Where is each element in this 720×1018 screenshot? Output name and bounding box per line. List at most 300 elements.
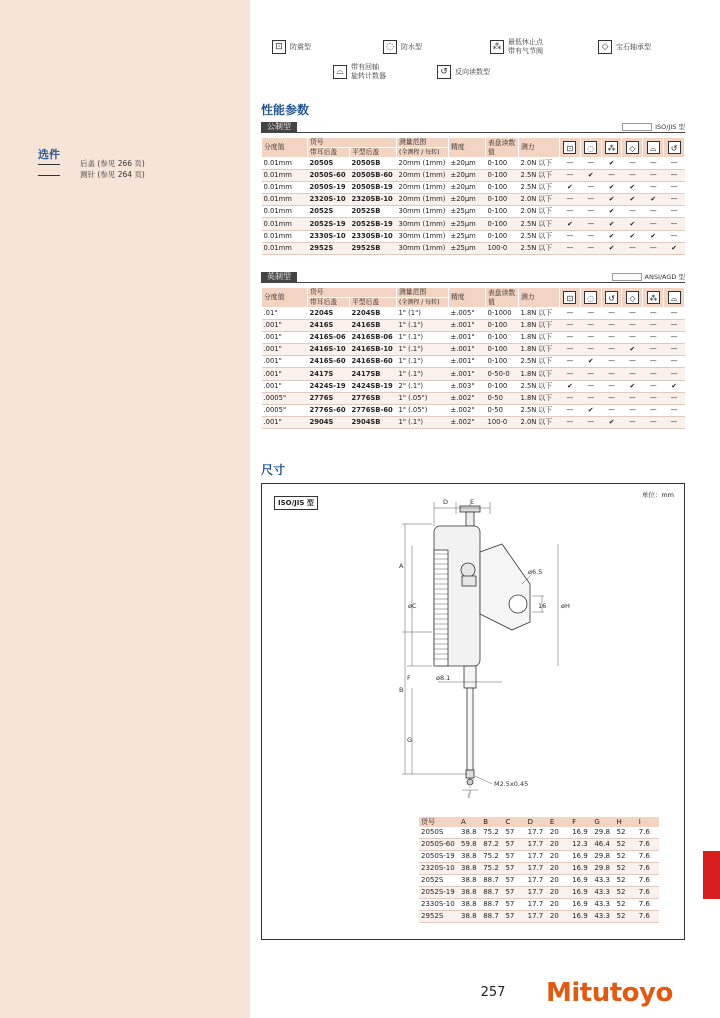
table-cell: — — [664, 404, 685, 416]
table-cell: ✔ — [622, 344, 643, 356]
table-cell: ✔ — [560, 380, 581, 392]
table-cell: 75.2 — [481, 827, 503, 839]
legend-jewel-bearing: ◇ 宝石轴承型 — [598, 40, 651, 54]
table-cell: ±.001" — [449, 332, 486, 344]
table-cell: 7.6 — [637, 851, 659, 863]
table-cell: — — [664, 332, 685, 344]
table-cell: ✔ — [580, 404, 601, 416]
table-cell: 2776SB-60 — [350, 404, 397, 416]
option-stylus: 测针 (参见 264 页) — [38, 169, 145, 180]
rest-point-icon: ⁂ — [490, 40, 504, 54]
table-row — [262, 404, 685, 416]
table-cell: 52 — [615, 887, 637, 899]
revolution-counter-icon: ⌓ — [668, 291, 681, 304]
metric-subhead — [261, 122, 685, 132]
table-cell: 1" (.1") — [397, 344, 449, 356]
reverse-reading-icon: ↺ — [605, 291, 618, 304]
table-cell: — — [580, 332, 601, 344]
table-cell: — — [560, 206, 581, 218]
table-cell: 38.8 — [459, 899, 481, 911]
table-row — [262, 392, 685, 404]
table-cell: 16.9 — [570, 911, 592, 923]
table-cell: ✔ — [580, 356, 601, 368]
table-cell: 0-100 — [486, 332, 519, 344]
legend-shockproof: ⊡ 防震型 — [272, 40, 311, 54]
table-cell: ±20μm — [449, 158, 486, 170]
table-cell: ±.001" — [449, 320, 486, 332]
table-cell: 20 — [548, 839, 570, 851]
dim-thread-label: M2.5x0.45 — [494, 780, 529, 788]
table-cell: — — [580, 392, 601, 404]
table-cell: — — [664, 320, 685, 332]
table-cell: 43.3 — [592, 911, 614, 923]
dims-header-cell: A — [459, 817, 481, 827]
table-cell: 38.8 — [459, 827, 481, 839]
table-cell: 2204SB — [350, 308, 397, 320]
table-cell: — — [643, 218, 664, 230]
col-graduation: 分度值 — [262, 288, 308, 308]
table-cell: ±25μm — [449, 242, 486, 254]
table-cell: 52 — [615, 899, 637, 911]
col-range: 测量范围 — [397, 288, 449, 298]
table-cell: — — [560, 308, 581, 320]
table-row — [262, 344, 685, 356]
col-range-note: (全测程 / 每转) — [397, 148, 449, 158]
table-cell: .0005" — [262, 392, 308, 404]
table-cell: — — [601, 332, 622, 344]
table-row — [262, 308, 685, 320]
table-row — [419, 887, 659, 899]
table-cell: — — [664, 416, 685, 428]
table-cell: 2204S — [308, 308, 350, 320]
table-cell: — — [560, 158, 581, 170]
table-row — [262, 230, 685, 242]
table-cell: — — [601, 404, 622, 416]
table-cell: 7.6 — [637, 863, 659, 875]
table-cell: 17.7 — [526, 899, 548, 911]
table-cell: — — [643, 308, 664, 320]
table-row — [262, 170, 685, 182]
table-cell: 57 — [503, 863, 525, 875]
table-cell: .001" — [262, 332, 308, 344]
drawing-standard-tag: ISO/JIS 型 — [274, 496, 318, 510]
dimensions-title: 尺寸 — [261, 463, 286, 477]
table-cell: — — [664, 392, 685, 404]
table-cell: 2052S — [419, 875, 459, 887]
table-cell: 57 — [503, 851, 525, 863]
table-row — [262, 242, 685, 254]
dim-c-label: øC — [408, 602, 417, 610]
table-cell: 16.9 — [570, 827, 592, 839]
table-cell: 0.01mm — [262, 158, 308, 170]
table-cell: — — [664, 206, 685, 218]
table-row — [419, 875, 659, 887]
table-cell: — — [643, 320, 664, 332]
table-cell: 2952S — [308, 242, 350, 254]
table-cell: — — [601, 380, 622, 392]
dims-header-cell: G — [592, 817, 614, 827]
table-cell: 2.0N 以下 — [519, 158, 560, 170]
table-cell: — — [601, 356, 622, 368]
table-cell: — — [622, 416, 643, 428]
table-row — [262, 416, 685, 428]
table-cell: — — [560, 332, 581, 344]
table-cell: — — [601, 392, 622, 404]
table-cell: 2.0N 以下 — [519, 194, 560, 206]
table-cell: ±.001" — [449, 356, 486, 368]
table-cell: — — [622, 308, 643, 320]
table-cell: 0.01mm — [262, 230, 308, 242]
table-cell: ✔ — [580, 170, 601, 182]
table-cell: 20mm (1mm) — [397, 194, 449, 206]
table-cell: 1" (.1") — [397, 368, 449, 380]
table-cell: 0-50 — [486, 392, 519, 404]
table-cell: — — [560, 170, 581, 182]
table-cell: ✔ — [622, 218, 643, 230]
waterproof-icon: ◌ — [383, 40, 397, 54]
dim-w16-label: 16 — [538, 602, 547, 610]
table-cell: 2.5N 以下 — [519, 230, 560, 242]
table-row — [262, 206, 685, 218]
dims-header-cell: 货号 — [419, 817, 459, 827]
table-cell: 20 — [548, 827, 570, 839]
metric-standard: ISO/JIS 型 — [622, 122, 685, 131]
table-cell: ✔ — [601, 194, 622, 206]
table-cell: 2416SB — [350, 320, 397, 332]
col-dial-reading: 表盘读数值 — [486, 288, 519, 308]
table-cell: 7.6 — [637, 827, 659, 839]
table-cell: 29.8 — [592, 827, 614, 839]
table-cell: — — [560, 416, 581, 428]
table-cell: ±.003" — [449, 380, 486, 392]
table-cell: 0-100 — [486, 320, 519, 332]
table-cell: 1.8N 以下 — [519, 320, 560, 332]
table-cell: 38.8 — [459, 911, 481, 923]
table-cell: 2320SB-10 — [350, 194, 397, 206]
table-cell: — — [664, 368, 685, 380]
table-cell: — — [643, 392, 664, 404]
col-order-no: 货号 — [308, 138, 397, 148]
table-cell: ±25μm — [449, 230, 486, 242]
table-cell: 2050SB-60 — [350, 170, 397, 182]
table-cell: 1" (.05") — [397, 392, 449, 404]
table-row — [419, 911, 659, 923]
table-cell: 2416S-60 — [308, 356, 350, 368]
table-cell: 2424S-19 — [308, 380, 350, 392]
table-cell: — — [643, 404, 664, 416]
table-cell: 57 — [503, 827, 525, 839]
table-cell: — — [664, 158, 685, 170]
table-cell: 2952SB — [350, 242, 397, 254]
table-cell: 2776S — [308, 392, 350, 404]
metric-label: 公制型 — [261, 122, 297, 132]
table-cell: 20 — [548, 875, 570, 887]
table-cell: 2416S — [308, 320, 350, 332]
table-row — [262, 356, 685, 368]
table-cell: 57 — [503, 875, 525, 887]
dimensions-table — [419, 817, 659, 923]
table-cell: ±20μm — [449, 170, 486, 182]
table-cell: ✔ — [601, 158, 622, 170]
table-row — [262, 218, 685, 230]
legend-waterproof: ◌ 防水型 — [383, 40, 422, 54]
table-cell: — — [622, 320, 643, 332]
table-cell: 2320S-10 — [419, 863, 459, 875]
table-cell: — — [580, 308, 601, 320]
table-cell: 1" (.1") — [397, 416, 449, 428]
table-cell: ✔ — [622, 194, 643, 206]
table-cell: 7.6 — [637, 887, 659, 899]
dim-f-label: F — [407, 674, 411, 682]
table-cell: ±.002" — [449, 416, 486, 428]
table-row — [262, 194, 685, 206]
table-cell: 100-0 — [486, 242, 519, 254]
jewel-bearing-icon: ◇ — [626, 291, 639, 304]
col-order-no: 货号 — [308, 288, 397, 298]
table-cell: 2952S — [419, 911, 459, 923]
dims-header-cell: D — [526, 817, 548, 827]
table-cell: 43.3 — [592, 899, 614, 911]
section-tab-marker — [703, 851, 720, 899]
table-cell: ✔ — [601, 206, 622, 218]
indicator-drawing — [262, 484, 684, 814]
table-row — [262, 182, 685, 194]
col-lug-back: 带耳后盖 — [308, 298, 350, 308]
col-lug-back: 带耳后盖 — [308, 148, 350, 158]
table-cell: 2050SB — [350, 158, 397, 170]
table-cell: — — [664, 230, 685, 242]
reverse-reading-icon: ↺ — [668, 141, 681, 154]
dim-e-label: E — [470, 498, 475, 506]
metric-spec-table — [261, 137, 685, 255]
table-cell: 0.01mm — [262, 170, 308, 182]
col-range: 测量范围 — [397, 138, 449, 148]
table-cell: — — [643, 368, 664, 380]
table-cell: 88.7 — [481, 887, 503, 899]
legend-revolution-counter: ⌓ 带有回轴 旋转计数器 — [333, 63, 386, 81]
table-cell: ✔ — [601, 416, 622, 428]
table-cell: 30mm (1mm) — [397, 230, 449, 242]
col-accuracy: 精度 — [449, 288, 486, 308]
table-cell: — — [664, 344, 685, 356]
inch-subhead — [261, 272, 685, 282]
table-cell: ✔ — [560, 182, 581, 194]
table-cell: 2776S-60 — [308, 404, 350, 416]
table-cell: 2.5N 以下 — [519, 356, 560, 368]
table-cell: 38.8 — [459, 887, 481, 899]
table-cell: ✔ — [664, 380, 685, 392]
table-cell: 0-100 — [486, 194, 519, 206]
table-cell: 2.5N 以下 — [519, 170, 560, 182]
table-cell: — — [664, 170, 685, 182]
dim-d-label: D — [443, 498, 449, 506]
table-cell: 87.2 — [481, 839, 503, 851]
table-cell: 0-100 — [486, 170, 519, 182]
rest-point-icon: ⁂ — [647, 291, 660, 304]
dims-header-cell: F — [570, 817, 592, 827]
revolution-counter-icon: ⌓ — [333, 65, 347, 79]
table-row — [419, 851, 659, 863]
table-cell: 2776SB — [350, 392, 397, 404]
table-cell: 2.5N 以下 — [519, 218, 560, 230]
table-cell: ±.005" — [449, 308, 486, 320]
table-cell: 7.6 — [637, 839, 659, 851]
table-cell: 30mm (1mm) — [397, 218, 449, 230]
table-cell: 2.5N 以下 — [519, 380, 560, 392]
table-cell: ✔ — [560, 218, 581, 230]
table-cell: 2417SB — [350, 368, 397, 380]
table-cell: — — [560, 392, 581, 404]
col-flat-back: 平型后盖 — [350, 298, 397, 308]
table-cell: — — [580, 344, 601, 356]
table-cell: 52 — [615, 863, 637, 875]
table-cell: 2330S-10 — [308, 230, 350, 242]
table-cell: — — [664, 194, 685, 206]
table-cell: — — [560, 356, 581, 368]
table-cell: — — [622, 170, 643, 182]
table-cell: ±20μm — [449, 194, 486, 206]
table-cell: 52 — [615, 875, 637, 887]
table-cell: 0-100 — [486, 206, 519, 218]
table-cell: 2050S-19 — [419, 851, 459, 863]
table-cell: .001" — [262, 416, 308, 428]
table-cell: — — [560, 368, 581, 380]
revolution-counter-icon: ⌓ — [647, 141, 660, 154]
table-cell: 1" (.1") — [397, 320, 449, 332]
table-cell: 16.9 — [570, 851, 592, 863]
table-cell: 29.8 — [592, 851, 614, 863]
table-cell: — — [580, 230, 601, 242]
col-flat-back: 平型后盖 — [350, 148, 397, 158]
legend-reverse-reading: ↺ 反向读数型 — [437, 65, 490, 79]
table-row — [262, 332, 685, 344]
table-cell: — — [560, 230, 581, 242]
dims-header-cell: H — [615, 817, 637, 827]
waterproof-icon: ◌ — [584, 141, 597, 154]
table-row — [419, 839, 659, 851]
table-cell: 1.8N 以下 — [519, 368, 560, 380]
table-cell: 1" (.1") — [397, 356, 449, 368]
table-cell: 88.7 — [481, 875, 503, 887]
waterproof-icon: ◌ — [584, 291, 597, 304]
table-cell: 0.01mm — [262, 182, 308, 194]
table-row — [419, 863, 659, 875]
dim-hole-label: ø6.5 — [528, 568, 543, 576]
table-cell: — — [622, 242, 643, 254]
dimension-drawing — [261, 483, 685, 940]
table-cell: 1" (.1") — [397, 332, 449, 344]
table-cell: — — [560, 344, 581, 356]
table-cell: 38.8 — [459, 875, 481, 887]
table-cell: 1" (.05") — [397, 404, 449, 416]
table-cell: 17.7 — [526, 839, 548, 851]
table-cell: 2.5N 以下 — [519, 182, 560, 194]
table-cell: — — [560, 404, 581, 416]
table-cell: — — [643, 344, 664, 356]
table-cell: 16.9 — [570, 899, 592, 911]
table-cell: 75.2 — [481, 863, 503, 875]
table-cell: ✔ — [664, 242, 685, 254]
table-cell: 30mm (1mm) — [397, 242, 449, 254]
table-cell: 20 — [548, 863, 570, 875]
rest-point-icon: ⁂ — [605, 141, 618, 154]
table-cell: .001" — [262, 380, 308, 392]
table-cell: 57 — [503, 887, 525, 899]
table-cell: — — [664, 356, 685, 368]
col-force: 测力 — [519, 138, 560, 158]
table-cell: ✔ — [601, 182, 622, 194]
table-cell: — — [622, 392, 643, 404]
table-cell: 2050S-60 — [419, 839, 459, 851]
table-cell: .001" — [262, 368, 308, 380]
table-cell: 20mm (1mm) — [397, 182, 449, 194]
table-cell: 43.3 — [592, 875, 614, 887]
table-cell: 2416SB-06 — [350, 332, 397, 344]
table-cell: — — [664, 182, 685, 194]
table-cell: 20 — [548, 899, 570, 911]
table-cell: 7.6 — [637, 899, 659, 911]
table-cell: ±.002" — [449, 392, 486, 404]
dim-b-label: B — [399, 686, 404, 694]
table-row — [262, 320, 685, 332]
table-cell: 2050SB-19 — [350, 182, 397, 194]
table-cell: 0-100 — [486, 230, 519, 242]
table-cell: 59.8 — [459, 839, 481, 851]
table-cell: ✔ — [643, 230, 664, 242]
table-cell: — — [643, 356, 664, 368]
table-cell: 0-100 — [486, 158, 519, 170]
table-cell: .0005" — [262, 404, 308, 416]
table-cell: ✔ — [622, 380, 643, 392]
table-cell: 52 — [615, 911, 637, 923]
table-cell: — — [580, 158, 601, 170]
table-cell: 57 — [503, 911, 525, 923]
table-cell: 2330SB-10 — [350, 230, 397, 242]
dim-a-label: A — [399, 562, 404, 570]
table-cell: 75.2 — [481, 851, 503, 863]
table-cell: 2.0N 以下 — [519, 206, 560, 218]
col-dial-reading: 表盘读数值 — [486, 138, 519, 158]
jewel-bearing-icon: ◇ — [626, 141, 639, 154]
inch-spec-table — [261, 287, 685, 429]
table-cell: 17.7 — [526, 875, 548, 887]
table-cell: — — [643, 416, 664, 428]
table-cell: — — [643, 332, 664, 344]
table-cell: 38.8 — [459, 851, 481, 863]
table-cell: 2424SB-19 — [350, 380, 397, 392]
table-cell: — — [580, 380, 601, 392]
table-row — [262, 368, 685, 380]
table-cell: 16.9 — [570, 887, 592, 899]
table-cell: 0-100 — [486, 356, 519, 368]
col-graduation: 分度值 — [262, 138, 308, 158]
table-cell: 0.01mm — [262, 206, 308, 218]
col-accuracy: 精度 — [449, 138, 486, 158]
table-cell: 2416S-06 — [308, 332, 350, 344]
table-cell: — — [622, 368, 643, 380]
table-cell: 2052S — [308, 206, 350, 218]
table-cell: 2052S-19 — [308, 218, 350, 230]
col-range-note: (全测程 / 每转) — [397, 298, 449, 308]
table-cell: ✔ — [622, 182, 643, 194]
table-cell: 57 — [503, 839, 525, 851]
drawing-unit: 单位：mm — [641, 491, 674, 499]
table-cell: — — [622, 332, 643, 344]
table-cell: 7.6 — [637, 911, 659, 923]
dims-header-cell: B — [481, 817, 503, 827]
brand-logo: Mitutoyo — [546, 978, 673, 1008]
table-cell: 52 — [615, 839, 637, 851]
